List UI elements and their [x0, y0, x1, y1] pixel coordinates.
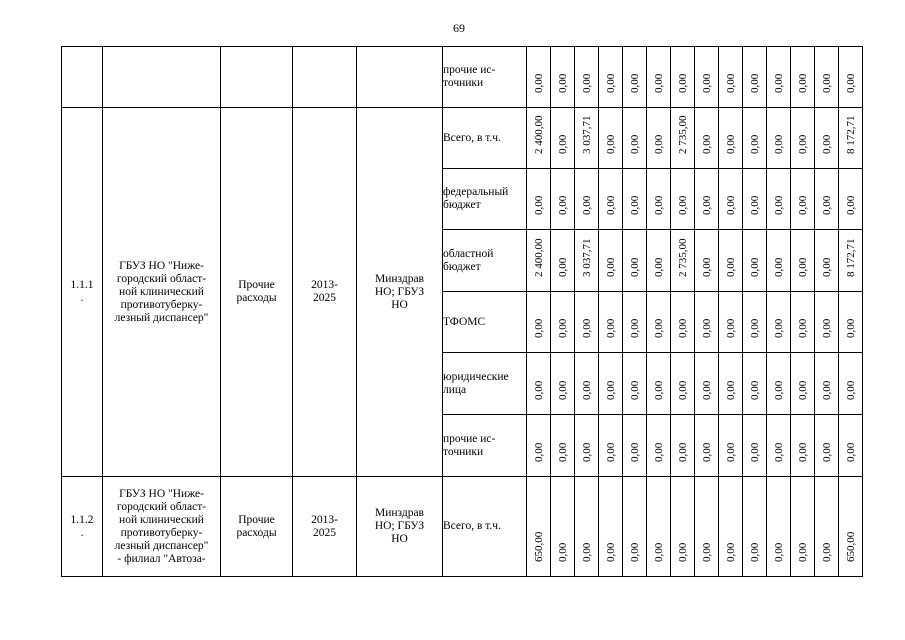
value-text: 3 037,71 — [580, 115, 593, 154]
value-text: 0,00 — [724, 134, 737, 154]
value-text: 0,00 — [772, 257, 785, 277]
value-cell — [623, 353, 647, 415]
value-cell — [671, 353, 695, 415]
value-text: 0,00 — [676, 318, 689, 338]
value-text: 0,00 — [748, 134, 761, 154]
value-text: 0,00 — [532, 73, 545, 93]
value-cell — [719, 292, 743, 353]
value-cell — [767, 108, 791, 169]
value-text: 0,00 — [628, 380, 641, 400]
value-text: 0,00 — [604, 195, 617, 215]
value-text: 8 172,71 — [844, 238, 857, 277]
value-cell — [743, 47, 767, 108]
value-text: 0,00 — [796, 73, 809, 93]
value-cell — [647, 230, 671, 292]
value-cell — [623, 47, 647, 108]
value-text: 0,00 — [532, 442, 545, 462]
value-cell — [599, 230, 623, 292]
value-text: 0,00 — [748, 73, 761, 93]
value-text: 0,00 — [820, 73, 833, 93]
value-cell — [527, 169, 551, 230]
value-text: 0,00 — [556, 542, 569, 562]
value-cell — [647, 353, 671, 415]
source-cell: Всего, в т.ч. — [443, 477, 527, 577]
value-cell — [575, 415, 599, 477]
value-cell — [647, 415, 671, 477]
value-text: 0,00 — [724, 73, 737, 93]
value-text: 0,00 — [820, 134, 833, 154]
value-cell — [719, 169, 743, 230]
value-text: 0,00 — [796, 134, 809, 154]
value-cell — [815, 415, 839, 477]
value-text: 0,00 — [652, 134, 665, 154]
value-text: 0,00 — [676, 442, 689, 462]
value-text: 0,00 — [844, 380, 857, 400]
value-text: 0,00 — [748, 195, 761, 215]
value-cell — [743, 477, 767, 577]
value-text: 0,00 — [628, 442, 641, 462]
value-text: 0,00 — [700, 442, 713, 462]
value-text: 0,00 — [676, 73, 689, 93]
value-text: 0,00 — [580, 380, 593, 400]
value-text: 8 172,71 — [844, 115, 857, 154]
value-cell — [695, 292, 719, 353]
item-number-cell: 1.1.1 . — [62, 108, 103, 477]
value-text: 0,00 — [652, 380, 665, 400]
value-cell — [767, 292, 791, 353]
value-text: 0,00 — [676, 195, 689, 215]
value-cell — [527, 415, 551, 477]
table-row — [62, 477, 863, 577]
value-text: 0,00 — [724, 380, 737, 400]
value-cell — [791, 230, 815, 292]
value-text: 0,00 — [700, 257, 713, 277]
value-text: 0,00 — [700, 73, 713, 93]
value-cell — [839, 477, 863, 577]
value-text: 0,00 — [652, 195, 665, 215]
value-text: 0,00 — [700, 318, 713, 338]
value-cell — [671, 292, 695, 353]
value-text: 0,00 — [772, 318, 785, 338]
value-text: 0,00 — [700, 134, 713, 154]
value-cell — [719, 108, 743, 169]
value-text: 0,00 — [652, 318, 665, 338]
value-cell — [647, 477, 671, 577]
value-cell — [647, 108, 671, 169]
value-text: 2 735,00 — [676, 115, 689, 154]
value-text: 0,00 — [556, 73, 569, 93]
value-cell — [695, 415, 719, 477]
value-cell — [551, 108, 575, 169]
value-text: 650,00 — [844, 531, 857, 562]
value-cell — [767, 169, 791, 230]
value-cell — [647, 292, 671, 353]
value-cell — [839, 230, 863, 292]
value-text: 0,00 — [628, 257, 641, 277]
value-cell — [791, 477, 815, 577]
value-cell — [767, 230, 791, 292]
value-cell — [623, 230, 647, 292]
value-cell — [527, 292, 551, 353]
value-cell — [719, 477, 743, 577]
value-text: 0,00 — [532, 195, 545, 215]
value-text: 0,00 — [796, 542, 809, 562]
value-cell — [815, 108, 839, 169]
value-cell — [743, 108, 767, 169]
value-cell — [791, 353, 815, 415]
expense-type-cell: Прочие расходы — [221, 477, 293, 577]
period-cell: 2013- 2025 — [293, 477, 357, 577]
value-text: 0,00 — [580, 442, 593, 462]
value-cell — [623, 292, 647, 353]
source-cell: федеральный бюджет — [443, 169, 527, 230]
value-cell — [695, 477, 719, 577]
value-text: 0,00 — [724, 542, 737, 562]
value-cell — [719, 47, 743, 108]
value-cell — [575, 353, 599, 415]
value-cell — [623, 415, 647, 477]
responsible-cell: Минздрав НО; ГБУЗ НО — [357, 108, 443, 477]
source-cell: прочие ис- точники — [443, 47, 527, 108]
expense-type-cell — [221, 47, 293, 108]
value-cell — [671, 230, 695, 292]
expense-type-cell: Прочие расходы — [221, 108, 293, 477]
value-cell — [527, 477, 551, 577]
value-cell — [815, 230, 839, 292]
value-cell — [623, 108, 647, 169]
value-cell — [839, 292, 863, 353]
value-cell — [551, 169, 575, 230]
value-text: 0,00 — [724, 195, 737, 215]
source-cell: Всего, в т.ч. — [443, 108, 527, 169]
value-text: 0,00 — [676, 542, 689, 562]
organization-cell — [103, 47, 221, 108]
value-cell — [791, 169, 815, 230]
value-text: 0,00 — [820, 380, 833, 400]
value-text: 0,00 — [796, 195, 809, 215]
value-cell — [527, 47, 551, 108]
value-cell — [647, 169, 671, 230]
value-cell — [815, 169, 839, 230]
value-cell — [671, 169, 695, 230]
value-text: 0,00 — [796, 442, 809, 462]
table-row — [62, 47, 863, 108]
value-text: 0,00 — [748, 318, 761, 338]
value-text: 0,00 — [844, 442, 857, 462]
value-cell — [815, 47, 839, 108]
value-text: 0,00 — [580, 542, 593, 562]
value-text: 0,00 — [532, 318, 545, 338]
value-cell — [791, 47, 815, 108]
source-cell: ТФОМС — [443, 292, 527, 353]
value-cell — [839, 169, 863, 230]
value-cell — [839, 415, 863, 477]
value-cell — [575, 169, 599, 230]
value-cell — [815, 477, 839, 577]
value-cell — [791, 415, 815, 477]
value-cell — [839, 353, 863, 415]
item-number-cell — [62, 47, 103, 108]
value-cell — [695, 47, 719, 108]
value-text: 0,00 — [580, 195, 593, 215]
value-cell — [767, 477, 791, 577]
value-text: 0,00 — [604, 318, 617, 338]
value-cell — [767, 353, 791, 415]
value-cell — [599, 477, 623, 577]
value-text: 0,00 — [772, 195, 785, 215]
value-text: 0,00 — [772, 73, 785, 93]
value-text: 0,00 — [820, 195, 833, 215]
value-cell — [767, 47, 791, 108]
value-text: 0,00 — [580, 73, 593, 93]
value-cell — [719, 415, 743, 477]
value-text: 0,00 — [748, 442, 761, 462]
value-text: 0,00 — [772, 134, 785, 154]
value-text: 0,00 — [700, 542, 713, 562]
value-text: 0,00 — [700, 195, 713, 215]
value-text: 0,00 — [604, 257, 617, 277]
responsible-cell: Минздрав НО; ГБУЗ НО — [357, 477, 443, 577]
value-cell — [551, 477, 575, 577]
value-cell — [743, 230, 767, 292]
organization-cell: ГБУЗ НО "Ниже- городский област- ной клинический противотуберку- лезный диспансер" - филиал "Автоза- — [103, 477, 221, 577]
value-text: 0,00 — [652, 442, 665, 462]
source-cell: областной бюджет — [443, 230, 527, 292]
value-text: 650,00 — [532, 531, 545, 562]
value-cell — [599, 108, 623, 169]
value-cell — [743, 169, 767, 230]
value-cell — [719, 230, 743, 292]
value-text: 0,00 — [820, 442, 833, 462]
responsible-cell — [357, 47, 443, 108]
value-text: 0,00 — [628, 318, 641, 338]
value-text: 0,00 — [604, 134, 617, 154]
page-number: 69 — [453, 21, 465, 35]
value-cell — [791, 292, 815, 353]
value-cell — [551, 47, 575, 108]
period-cell: 2013- 2025 — [293, 108, 357, 477]
value-cell — [575, 292, 599, 353]
value-text: 0,00 — [772, 380, 785, 400]
value-text: 0,00 — [628, 134, 641, 154]
value-text: 0,00 — [844, 318, 857, 338]
item-number-cell: 1.1.2 . — [62, 477, 103, 577]
value-cell — [719, 353, 743, 415]
value-cell — [839, 47, 863, 108]
value-cell — [791, 108, 815, 169]
value-text: 0,00 — [604, 380, 617, 400]
value-text: 0,00 — [604, 442, 617, 462]
value-text: 0,00 — [556, 195, 569, 215]
value-cell — [599, 292, 623, 353]
value-text: 0,00 — [556, 134, 569, 154]
value-text: 0,00 — [556, 380, 569, 400]
value-text: 0,00 — [652, 542, 665, 562]
value-text: 0,00 — [820, 318, 833, 338]
value-text: 0,00 — [748, 542, 761, 562]
value-text: 0,00 — [604, 542, 617, 562]
value-cell — [695, 230, 719, 292]
value-text: 0,00 — [532, 380, 545, 400]
value-cell — [695, 169, 719, 230]
table-row — [62, 108, 863, 169]
value-cell — [599, 415, 623, 477]
value-cell — [551, 353, 575, 415]
value-cell — [575, 477, 599, 577]
value-cell — [551, 230, 575, 292]
value-text: 0,00 — [724, 257, 737, 277]
value-text: 0,00 — [820, 542, 833, 562]
value-text: 0,00 — [724, 442, 737, 462]
value-text: 0,00 — [652, 257, 665, 277]
source-cell: юридические лица — [443, 353, 527, 415]
value-cell — [695, 353, 719, 415]
value-cell — [623, 169, 647, 230]
period-cell — [293, 47, 357, 108]
value-cell — [527, 108, 551, 169]
value-text: 0,00 — [796, 257, 809, 277]
value-cell — [551, 292, 575, 353]
value-cell — [743, 292, 767, 353]
value-text: 0,00 — [796, 380, 809, 400]
value-text: 0,00 — [604, 73, 617, 93]
value-text: 0,00 — [820, 257, 833, 277]
value-cell — [527, 353, 551, 415]
value-cell — [671, 477, 695, 577]
value-text: 0,00 — [556, 257, 569, 277]
value-text: 0,00 — [556, 442, 569, 462]
value-text: 0,00 — [844, 195, 857, 215]
value-cell — [671, 47, 695, 108]
value-cell — [815, 292, 839, 353]
value-text: 0,00 — [748, 380, 761, 400]
value-cell — [575, 230, 599, 292]
value-text: 0,00 — [628, 542, 641, 562]
value-text: 0,00 — [796, 318, 809, 338]
value-cell — [767, 415, 791, 477]
value-text: 0,00 — [700, 380, 713, 400]
value-cell — [599, 169, 623, 230]
value-text: 0,00 — [580, 318, 593, 338]
value-text: 0,00 — [772, 442, 785, 462]
value-cell — [599, 47, 623, 108]
value-cell — [743, 415, 767, 477]
value-cell — [743, 353, 767, 415]
value-cell — [695, 108, 719, 169]
value-cell — [623, 477, 647, 577]
organization-cell: ГБУЗ НО "Ниже- городский област- ной клинический противотуберку- лезный диспансер" — [103, 108, 221, 477]
value-cell — [527, 230, 551, 292]
source-cell: прочие ис- точники — [443, 415, 527, 477]
value-cell — [671, 108, 695, 169]
value-text: 0,00 — [772, 542, 785, 562]
budget-table — [61, 46, 863, 577]
value-cell — [575, 47, 599, 108]
value-cell — [839, 108, 863, 169]
value-text: 2 735,00 — [676, 238, 689, 277]
value-text: 0,00 — [844, 73, 857, 93]
value-text: 0,00 — [628, 73, 641, 93]
value-text: 0,00 — [724, 318, 737, 338]
value-text: 2 400,00 — [532, 115, 545, 154]
value-cell — [647, 47, 671, 108]
value-text: 0,00 — [556, 318, 569, 338]
value-cell — [575, 108, 599, 169]
value-text: 3 037,71 — [580, 238, 593, 277]
value-text: 0,00 — [748, 257, 761, 277]
value-cell — [671, 415, 695, 477]
value-text: 0,00 — [628, 195, 641, 215]
value-cell — [815, 353, 839, 415]
value-cell — [599, 353, 623, 415]
value-text: 0,00 — [676, 380, 689, 400]
value-text: 2 400,00 — [532, 238, 545, 277]
value-cell — [551, 415, 575, 477]
value-text: 0,00 — [652, 73, 665, 93]
